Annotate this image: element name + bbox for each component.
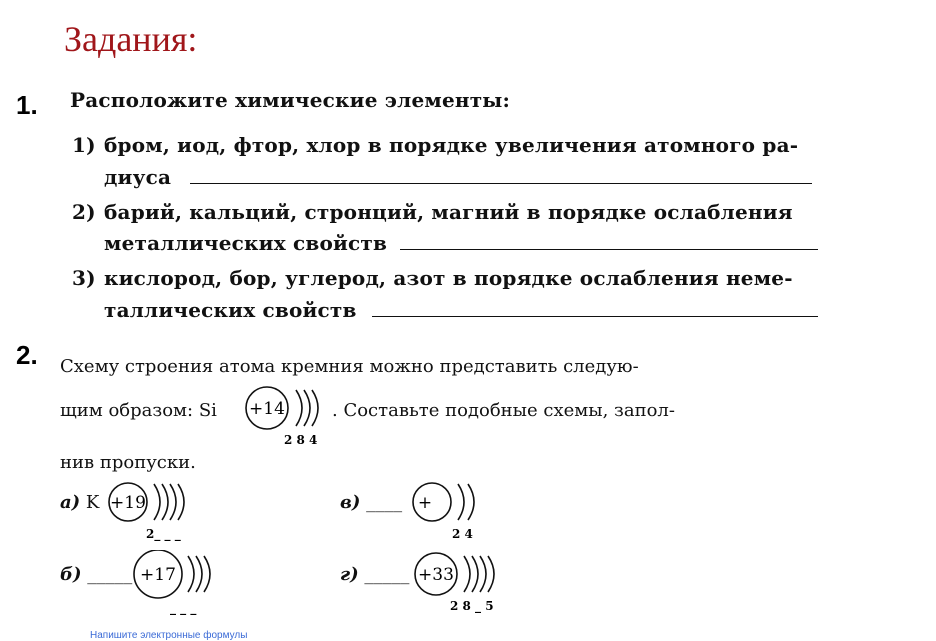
- answer-line-3[interactable]: [372, 315, 818, 317]
- shell-arc: [458, 484, 464, 520]
- task-1-number: 1.: [16, 90, 38, 120]
- scheme-a-element: K: [85, 492, 100, 513]
- scheme-g-label: [340, 564, 409, 585]
- task-1-item-2-number: 2): [72, 200, 96, 224]
- b-atom-scheme: [132, 550, 232, 616]
- task-1-item-1-text-cont: [104, 165, 812, 189]
- shell-arc: [468, 484, 474, 520]
- task-2-line-2-prefix: щим образом: Si: [60, 400, 217, 421]
- k-atom-scheme: [108, 480, 218, 544]
- scheme-b-label: [60, 564, 132, 585]
- shell-arc: [472, 556, 478, 592]
- task-2-line-1: Схему строения атома кремния можно представить следую-: [60, 356, 639, 377]
- task-1-heading: Расположите химические элементы:: [70, 88, 511, 112]
- task-1-item-2-text: барий, кальций, стронций, магний в порядке ослабления: [104, 200, 793, 224]
- task-2-number: 2.: [16, 340, 38, 370]
- shell-arc: [204, 556, 210, 592]
- task-1-item-2-text-line2: металлических свойств: [104, 231, 388, 255]
- scheme-v-blank[interactable]: ____: [366, 492, 403, 513]
- scheme-v-letter: в): [340, 492, 361, 513]
- answer-line-1[interactable]: [190, 182, 812, 184]
- answer-line-2[interactable]: [400, 248, 818, 250]
- task-1-item-2-text-cont: [104, 231, 818, 255]
- shell-arc: [178, 484, 184, 520]
- scheme-v-label: [340, 492, 402, 513]
- g-charge: +33: [418, 565, 454, 585]
- shell-arc: [488, 556, 494, 592]
- b-shells: _ _ _: [170, 601, 197, 615]
- shell-arc: [304, 390, 310, 426]
- shell-arc: [480, 556, 486, 592]
- footer-text: Напишите электронные формулы: [90, 630, 248, 641]
- scheme-g-letter: г): [340, 564, 359, 585]
- v-shells: 2 4: [452, 527, 473, 541]
- si-shells: 2 8 4: [284, 433, 318, 447]
- task-1-item-1-number: 1): [72, 133, 96, 157]
- task-2-line-2-suffix: . Составьте подобные схемы, запол-: [332, 400, 675, 421]
- task-1-item-3-number: 3): [72, 266, 96, 290]
- scheme-b-blank[interactable]: _____: [87, 564, 133, 585]
- g-atom-scheme: [412, 550, 516, 616]
- task-1-item-1-text-line2: диуса: [104, 165, 172, 189]
- task-1-item-1-text: бром, иод, фтор, хлор в порядке увеличения атомного ра-: [104, 133, 799, 157]
- si-atom-scheme: [244, 384, 340, 448]
- v-atom-scheme: [412, 480, 502, 544]
- task-1-item-3-text-cont: [104, 298, 818, 322]
- scheme-g-blank[interactable]: _____: [364, 564, 410, 585]
- scheme-b-letter: б): [60, 564, 82, 585]
- shell-arc: [296, 390, 302, 426]
- shell-arc: [196, 556, 202, 592]
- task-1-item-3-text-line2: таллических свойств: [104, 298, 357, 322]
- shell-arc: [162, 484, 168, 520]
- shell-arc: [464, 556, 470, 592]
- v-charge: +: [417, 493, 433, 513]
- b-charge: +17: [140, 565, 176, 585]
- k-shells: 2_ _ _: [146, 527, 181, 541]
- k-charge: +19: [110, 493, 146, 513]
- shell-arc: [188, 556, 194, 592]
- g-shells: 2 8 _ 5: [450, 599, 494, 613]
- shell-arc: [312, 390, 318, 426]
- task-2-line-3: нив пропуски.: [60, 452, 196, 473]
- scheme-a-label: [60, 492, 99, 513]
- shell-arc: [154, 484, 160, 520]
- page-title: Задания:: [64, 19, 198, 59]
- task-1-item-3-text: кислород, бор, углерод, азот в порядке ослабления неме-: [104, 266, 793, 290]
- scheme-a-letter: а): [60, 492, 81, 513]
- shell-arc: [170, 484, 176, 520]
- si-charge: +14: [249, 399, 285, 419]
